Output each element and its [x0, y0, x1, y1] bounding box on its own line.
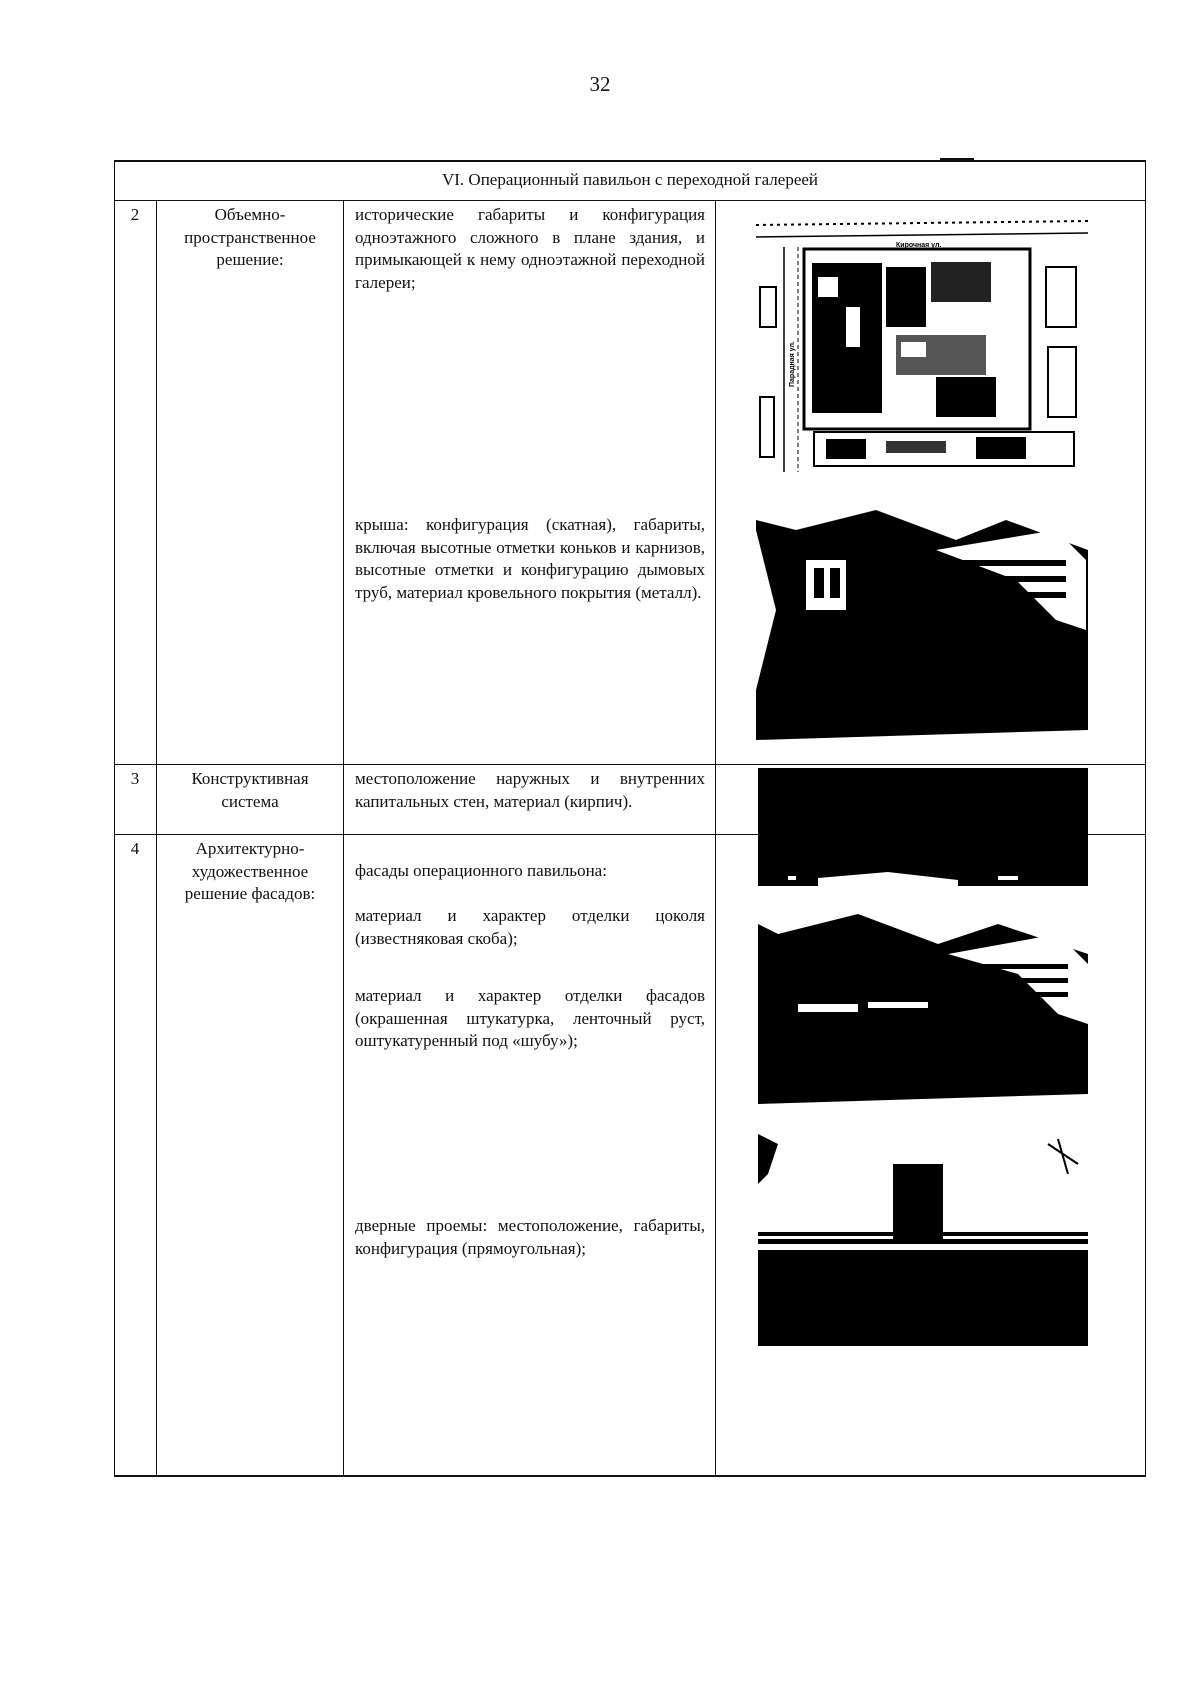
- row-description: материал и характер отделки фасадов (окрашенная штукатурка, ленточный руст, оштукатуренный под «шубу»);: [355, 986, 705, 1050]
- plinth-photo: [758, 768, 1088, 886]
- header-divider: [114, 200, 1146, 201]
- row-divider-3: [114, 764, 1146, 765]
- page-number: 32: [589, 72, 611, 96]
- row-description: исторические габариты и конфигурация одноэтажного сложного в плане здания, и примыкающей к нему одноэтажной переходной галереи;: [355, 205, 705, 292]
- map-street-label: Кирочная ул.: [896, 242, 942, 249]
- row-description: материал и характер отделки цоколя (известняковая скоба);: [355, 906, 705, 948]
- row-name: Архитектурно-художественное решение фасадов:: [184, 839, 316, 903]
- row-number: 3: [130, 769, 140, 788]
- col-divider-3: [715, 200, 716, 1477]
- table-border-bottom: [114, 1475, 1146, 1477]
- section-title: VI. Операционный павильон с переходной галереей: [441, 170, 819, 189]
- site-plan-map: [756, 207, 1088, 472]
- heritage-table: [114, 160, 1146, 1477]
- table-border-left: [114, 160, 115, 1477]
- col-divider-2: [343, 200, 344, 1477]
- table-border-top: [114, 160, 1146, 162]
- table-border-right: [1145, 160, 1146, 1477]
- row-name: Конструктивная система: [191, 769, 309, 811]
- row-description: местоположение наружных и внутренних капитальных стен, материал (кирпич).: [355, 769, 705, 811]
- row-name: Объемно-пространственное решение:: [184, 205, 316, 269]
- row-number: 2: [130, 205, 140, 224]
- row-description: крыша: конфигурация (скатная), габариты, включая высотные отметки коньков и карнизов, высотные отметки и конфигурацию дымовых труб, материал кровельного покрытия (металл).: [355, 515, 705, 602]
- header-mark: [940, 158, 974, 160]
- facade-photo: [758, 904, 1088, 1116]
- building-photo: [756, 490, 1088, 760]
- row-description: дверные проемы: местоположение, габариты, конфигурация (прямоугольная);: [355, 1216, 705, 1258]
- row-description: фасады операционного павильона:: [355, 861, 607, 880]
- row-number: 4: [130, 839, 140, 858]
- map-street-label: Парадная ул.: [789, 341, 796, 387]
- door-photo: [758, 1134, 1088, 1346]
- col-divider-1: [156, 200, 157, 1477]
